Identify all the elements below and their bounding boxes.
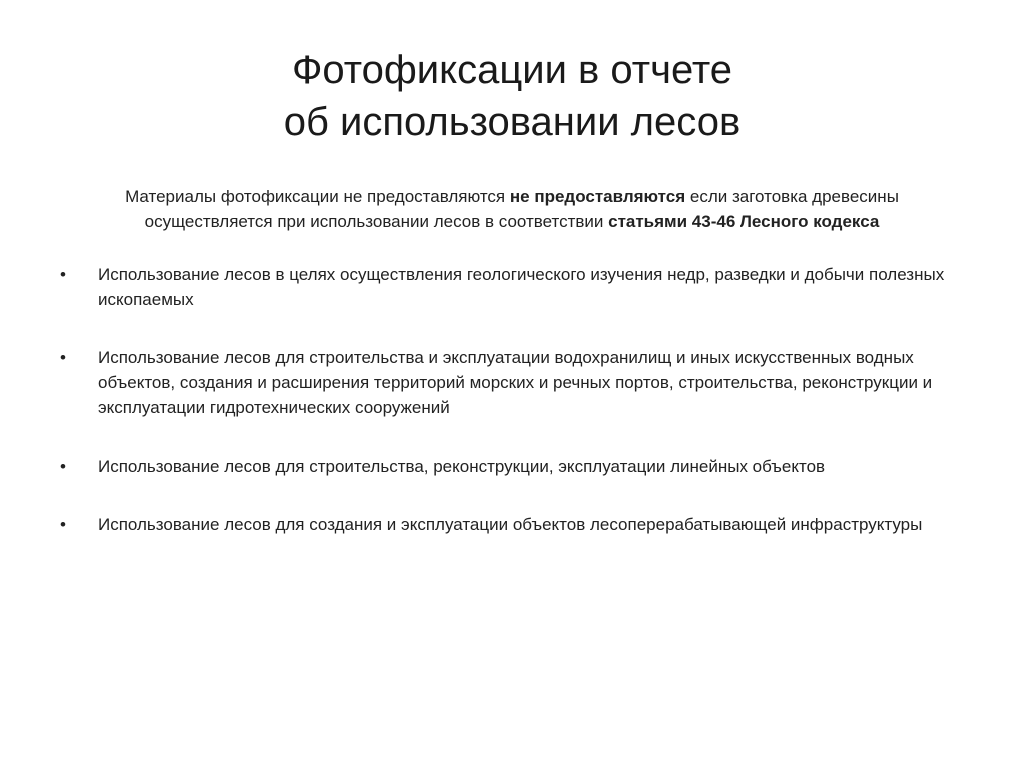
slide-title [120,44,904,148]
bullet-text: Использование лесов в целях осуществления геологического изучения недр, разведки и добычи полезных ископаемых [98,265,945,309]
bullet-text: Использование лесов для строительства, реконструкции, эксплуатации линейных объектов [98,457,826,476]
bullet-dot: • [60,265,66,284]
intro-bold-2: статьями 43-46 Лесного кодекса [608,212,880,231]
intro-text-1: Материалы фотофиксации не предоставляются [125,187,510,206]
bullet-text: Использование лесов для создания и эксплуатации объектов лесоперерабатывающей инфраструктуры [98,515,923,534]
bullet-text: Использование лесов для строительства и эксплуатации водохранилищ и иных искусственных водных объектов, создания и расширения территорий морских и речных портов, строительства, реконструкции и эксплуатации гидротехнических сооружений [98,348,933,417]
intro-paragraph [80,184,944,234]
list-item [0,512,1024,537]
bullet-list [0,262,1024,537]
bullet-dot: • [60,348,66,367]
list-item [0,454,1024,479]
intro-bold-1: не предоставляются [509,187,686,206]
bullet-dot: • [60,457,66,476]
slide-title-line-2: об использовании лесов [283,100,741,144]
list-item [0,345,1024,420]
bullet-dot: • [60,515,66,534]
list-item [0,262,1024,312]
intro-text-2: если заготовка древесины осуществляется при использовании лесов в соответствии [144,187,899,231]
slide-title-line-1: Фотофиксации в отчете [292,48,732,92]
